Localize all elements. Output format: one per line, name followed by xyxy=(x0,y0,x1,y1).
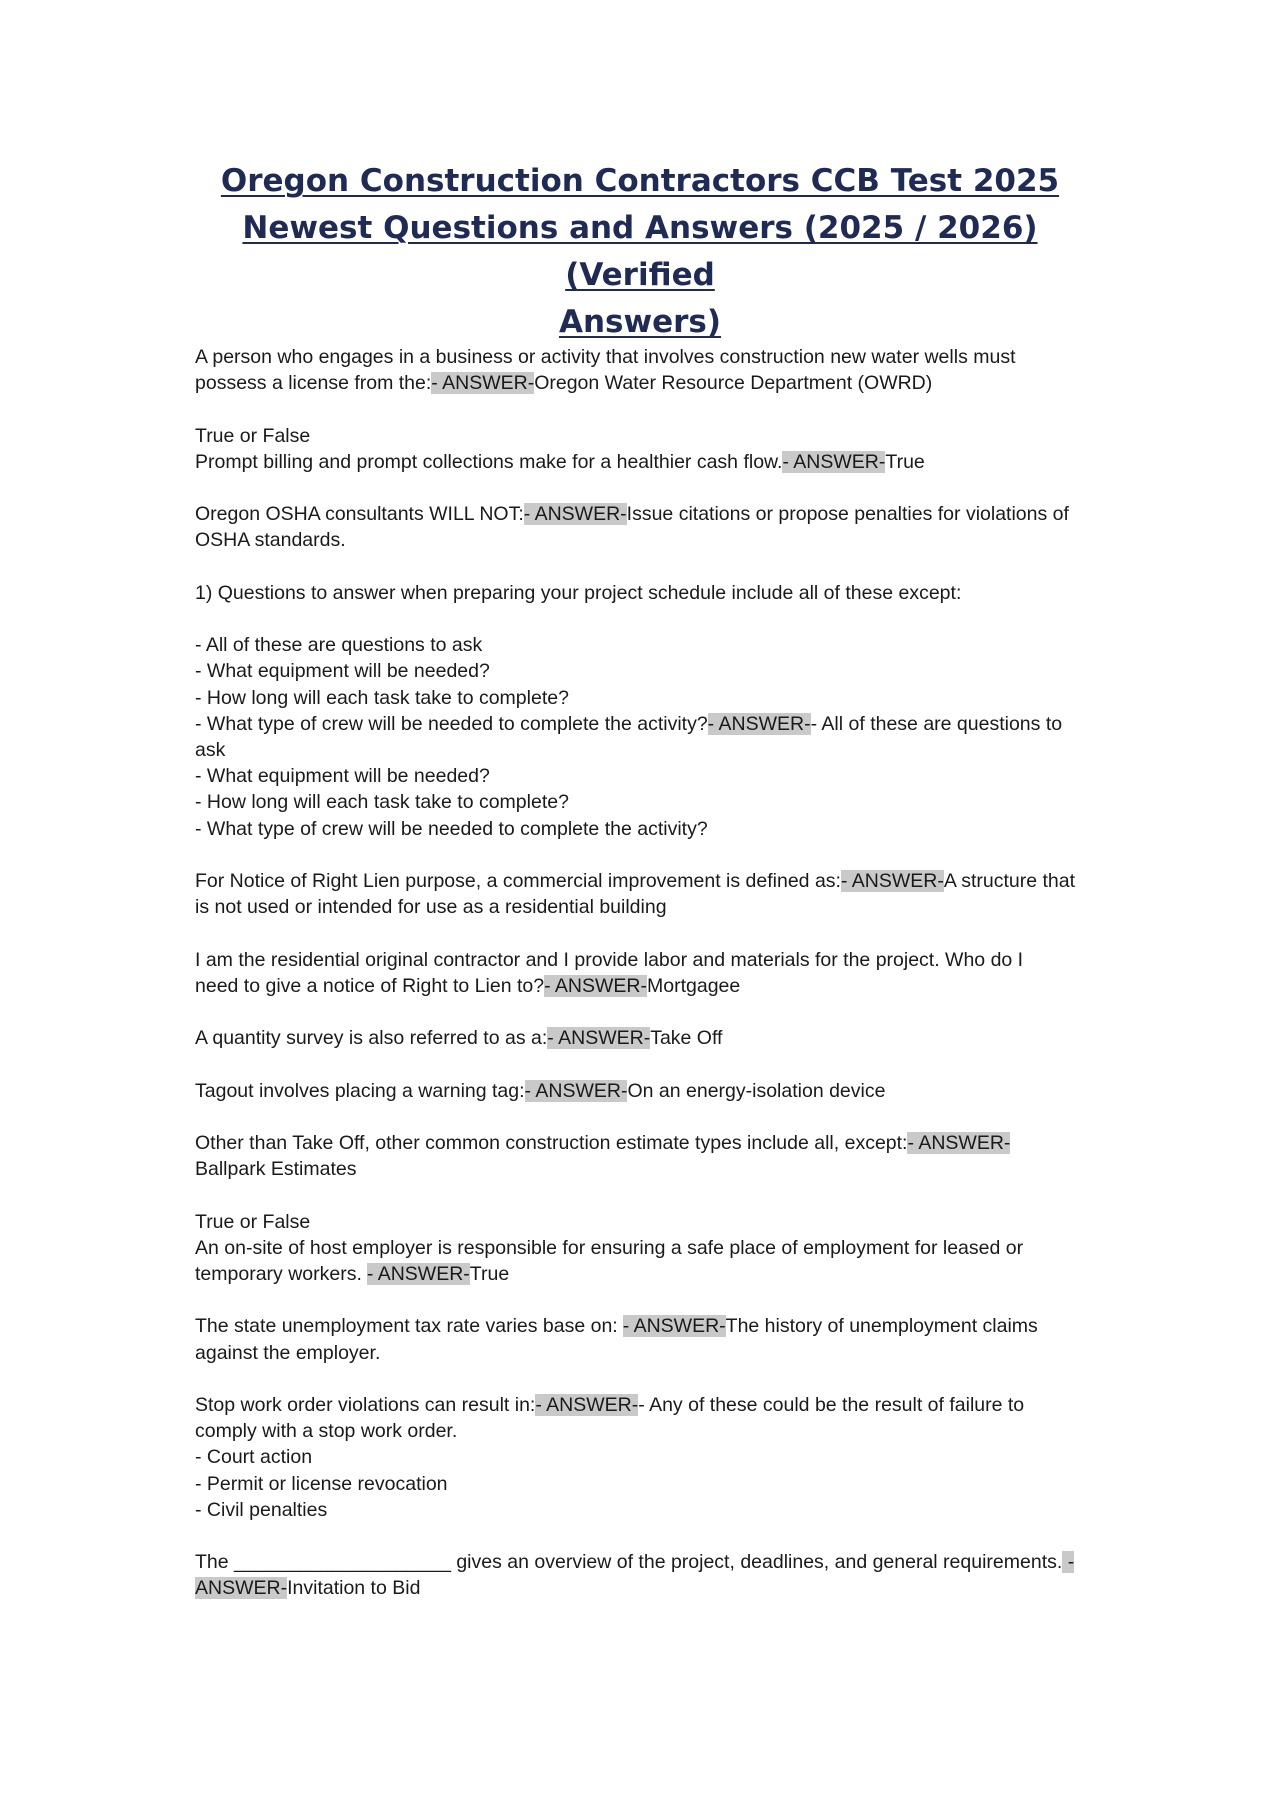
question-answer-line: Stop work order violations can result in:- ANSWER-- Any of these could be the result of failure to xyxy=(195,1393,1025,1416)
answer-text: - All of these are questions to xyxy=(810,712,1063,735)
qa-list xyxy=(195,344,1095,1628)
qa-item xyxy=(195,1025,1095,1051)
question-answer-line: Tagout involves placing a warning tag:- ANSWER-On an energy-isolation device xyxy=(195,1079,886,1102)
answer-marker: - ANSWER- xyxy=(366,1262,470,1285)
qa-item xyxy=(195,1209,1095,1288)
title-line-2: Newest Questions and Answers (2025 / 2026) (Verified xyxy=(242,210,1038,293)
question-answer-line: The ____________________ gives an overview of the project, deadlines, and general requirements. - xyxy=(195,1551,1075,1574)
qa-item xyxy=(195,501,1095,553)
answer-marker: - ANSWER- xyxy=(523,503,627,526)
question-answer-line: temporary workers. - ANSWER-True xyxy=(195,1262,510,1285)
question-answer-line: For Notice of Right Lien purpose, a commercial improvement is defined as:- ANSWER-A structure that xyxy=(195,869,1076,892)
answer-option: - What type of crew will be needed to complete the activity? xyxy=(195,817,708,840)
answer-text: comply with a stop work order. xyxy=(195,1420,458,1443)
answer-text: Issue citations or propose penalties for violations of xyxy=(626,503,1069,526)
question-answer-line: need to give a notice of Right to Lien to?- ANSWER-Mortgagee xyxy=(195,974,741,997)
answer-text: OSHA standards. xyxy=(195,529,346,552)
answer-text: On an energy-isolation device xyxy=(627,1079,886,1102)
answer-text: against the employer. xyxy=(195,1341,381,1364)
answer-marker: - ANSWER- xyxy=(544,974,647,997)
answer-marker: ANSWER- xyxy=(195,1577,288,1600)
question-answer-line: The state unemployment tax rate varies base on: - ANSWER-The history of unemployment claims xyxy=(195,1315,1038,1338)
question-text: I am the residential original contractor and I provide labor and materials for the project. Who do I xyxy=(195,948,1024,971)
answer-marker: - ANSWER- xyxy=(782,450,886,473)
answer-text: True xyxy=(885,450,925,473)
answer-text: - Any of these could be the result of failure to xyxy=(638,1393,1025,1416)
qa-item xyxy=(195,1313,1095,1365)
document-title xyxy=(180,158,1100,346)
answer-line xyxy=(195,1575,1095,1601)
answer-text: Ballpark Estimates xyxy=(195,1158,357,1181)
answer-marker: - ANSWER- xyxy=(535,1393,639,1416)
question-text: True or False xyxy=(195,1210,311,1233)
answer-marker: - ANSWER- xyxy=(431,372,535,395)
answer-option: - What equipment will be needed? xyxy=(195,765,490,788)
answer-text: is not used or intended for use as a residential building xyxy=(195,896,667,919)
question-text: An on-site of host employer is responsible for ensuring a safe place of employment for leased or xyxy=(195,1236,1024,1259)
answer-text: Oregon Water Resource Department (OWRD) xyxy=(534,372,933,395)
qa-item xyxy=(195,344,1095,396)
answer-option: - How long will each task take to complete? xyxy=(195,791,569,814)
answer-marker: - xyxy=(1062,1551,1075,1574)
answer-option: - Court action xyxy=(195,1446,313,1469)
question-option: - All of these are questions to ask xyxy=(195,634,483,657)
qa-item xyxy=(195,423,1095,475)
qa-item xyxy=(195,1078,1095,1104)
qa-item xyxy=(195,1549,1095,1601)
question-option: - How long will each task take to complete? xyxy=(195,686,569,709)
answer-marker: - ANSWER- xyxy=(524,1079,628,1102)
question-text: True or False xyxy=(195,424,311,447)
answer-text: ask xyxy=(195,738,226,761)
answer-marker: - ANSWER- xyxy=(840,869,944,892)
question-answer-line: A quantity survey is also referred to as a:- ANSWER-Take Off xyxy=(195,1027,723,1050)
qa-item xyxy=(195,1392,1095,1523)
qa-item xyxy=(195,580,1095,842)
answer-marker: - ANSWER- xyxy=(622,1315,726,1338)
answer-marker: - ANSWER- xyxy=(907,1131,1011,1154)
answer-text: Mortgagee xyxy=(647,974,741,997)
qa-item xyxy=(195,1130,1095,1182)
answer-marker: - ANSWER- xyxy=(707,712,811,735)
answer-text: True xyxy=(469,1262,510,1285)
qa-item xyxy=(195,868,1095,920)
answer-marker: - ANSWER- xyxy=(547,1027,651,1050)
title-line-3: Answers) xyxy=(558,304,722,340)
answer-option: - Civil penalties xyxy=(195,1498,328,1521)
question-answer-line: possess a license from the:- ANSWER-Oregon Water Resource Department (OWRD) xyxy=(195,372,933,395)
question-option: - What equipment will be needed? xyxy=(195,660,490,683)
answer-text: A structure that xyxy=(943,869,1076,892)
question-answer-line: - What type of crew will be needed to complete the activity?- ANSWER-- All of these are questions to xyxy=(195,712,1063,735)
answer-text: The history of unemployment claims xyxy=(725,1315,1038,1338)
answer-option: - Permit or license revocation xyxy=(195,1472,448,1495)
question-answer-line: Prompt billing and prompt collections make for a healthier cash flow.- ANSWER-True xyxy=(195,450,925,473)
question-text: 1) Questions to answer when preparing your project schedule include all of these except: xyxy=(195,581,962,604)
qa-item xyxy=(195,947,1095,999)
question-answer-line: Oregon OSHA consultants WILL NOT:- ANSWER-Issue citations or propose penalties for violations of xyxy=(195,503,1069,526)
answer-text: Take Off xyxy=(650,1027,723,1050)
question-answer-line: Other than Take Off, other common construction estimate types include all, except:- ANSWER- xyxy=(195,1131,1011,1154)
title-line-1: Oregon Construction Contractors CCB Test 2025 xyxy=(220,163,1060,199)
answer-text: Invitation to Bid xyxy=(287,1577,421,1600)
question-text: A person who engages in a business or activity that involves construction new water wells must xyxy=(195,346,1016,368)
